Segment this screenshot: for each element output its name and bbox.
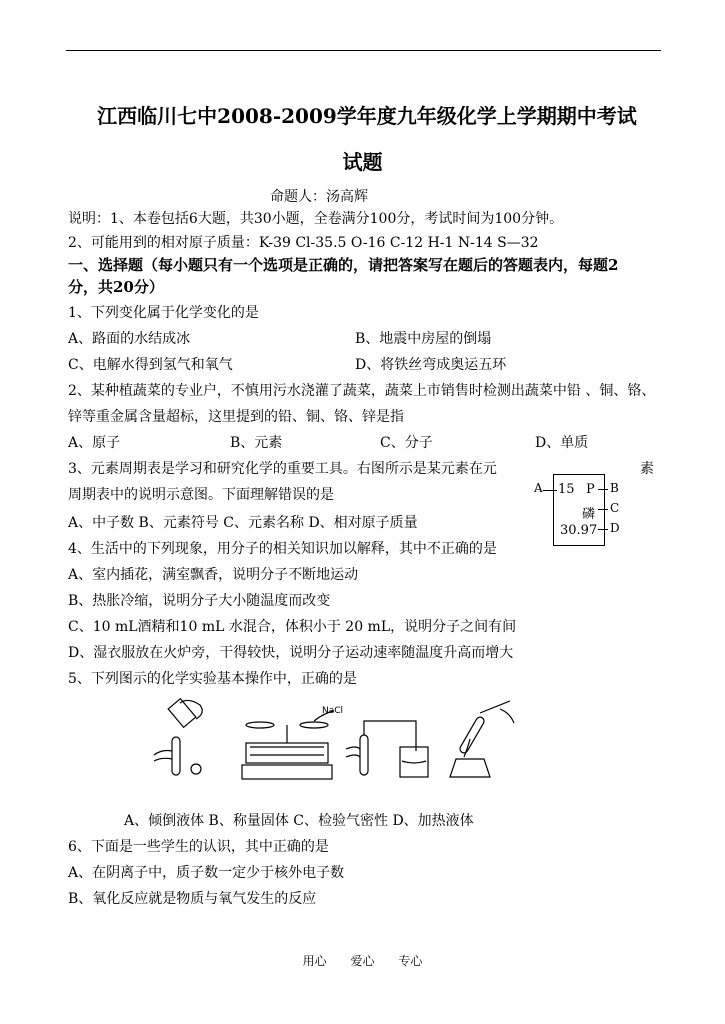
nacl-label: NaCl [322,706,344,716]
q3-stem-1: 3、元素周期表是学习和研究化学的重要工具。右图所示是某元素在元 [68,461,497,477]
section-1-heading: 一、选择题（每小题只有一个选项是正确的，请把答案写在题后的答题表内，每题2 [68,256,619,274]
label-b: B [610,481,619,495]
title-line-1: 江西临川七中2008-2009学年度九年级化学上学期期中考试 [97,104,637,128]
footer-word-1: 用心 [302,954,327,968]
atomic-number: 15 [558,482,575,497]
footer-word-2: 爱心 [350,954,375,968]
label-d: D [610,521,620,535]
q6-stem: 6、下面是一些学生的认识，其中正确的是 [68,839,329,855]
footer-word-3: 专心 [398,954,423,968]
q3-stem-1-end: 素 [640,461,654,477]
element-name: 磷 [582,507,596,522]
note-1: 说明：1、本卷包括6大题，共30小题，全卷满分100分，考试时间为100分钟。 [68,211,564,227]
q3-options: A、中子数 B、元素符号 C、元素名称 D、相对原子质量 [68,515,418,531]
pointer-b [598,489,608,490]
q1-option-b: B、地震中房屋的倒塌 [355,331,492,347]
pointer-c [598,509,608,510]
footer [0,952,725,969]
atomic-mass: 30.97 [560,523,598,538]
pouring-liquid-illustration [154,699,202,775]
element-symbol: P [586,482,595,497]
q4-option-b: B、热胀冷缩，说明分子大小随温度而改变 [68,593,331,609]
q6-option-b: B、氧化反应就是物质与氧气发生的反应 [68,891,317,907]
q4-option-c: C、10 mL酒精和10 mL 水混合，体积小于 20 mL，说明分子之间有间 [68,619,517,635]
title-line-2: 试题 [342,150,383,174]
q2-option-c: C、分子 [380,435,433,451]
q4-option-d: D、湿衣服放在火炉旁，干得较快，说明分子运动速率随温度升高而增大 [68,645,514,661]
q2-option-d: D、单质 [535,435,589,451]
q4-stem: 4、生活中的下列现象，用分子的相关知识加以解释，其中不正确的是 [68,541,497,557]
pointer-d [598,529,608,530]
label-c: C [610,501,620,515]
airtight-check-illustration [346,721,428,777]
balance-illustration [242,711,334,779]
lab-operations-figure [150,695,530,785]
periodic-element-cell [553,474,605,546]
q2-stem-1: 2、某种植蔬菜的专业户，不慎用污水浇灌了蔬菜，蔬菜上市销售时检测出蔬菜中铅 、铜、铬、 [68,383,656,399]
q4-option-a: A、室内插花，满室飘香，说明分子不断地运动 [68,567,359,583]
q1-option-c: C、电解水得到氢气和氧气 [68,357,233,373]
note-2: 2、可能用到的相对原子质量：K-39 Cl-35.5 O-16 C-12 H-1 N-14 S—32 [68,235,539,251]
q2-option-a: A、原子 [68,435,121,451]
q2-stem-2: 锌等重金属含量超标，这里提到的铅、铜、铬、锌是指 [68,409,404,425]
section-1-heading-cont: 分，共20分） [68,278,164,296]
q5-options: A、倾倒液体 B、称量固体 C、检验气密性 D、加热液体 [124,813,474,829]
q5-stem: 5、下列图示的化学实验基本操作中，正确的是 [68,671,357,687]
pointer-a [543,490,557,491]
q3-stem-2: 周期表中的说明示意图。下面理解错误的是 [68,487,334,503]
q6-option-a: A、在阴离子中，质子数一定少于核外电子数 [68,865,345,881]
q1-stem: 1、下列变化属于化学变化的是 [68,305,259,321]
q1-option-a: A、路面的水结成冰 [68,331,191,347]
q1-option-d: D、将铁丝弯成奥运五环 [355,357,507,373]
author: 命题人：汤高辉 [270,189,368,205]
label-a: A [534,481,543,495]
header-rule [66,50,661,51]
q2-option-b: B、元素 [230,435,283,451]
heating-liquid-illustration [450,701,514,777]
